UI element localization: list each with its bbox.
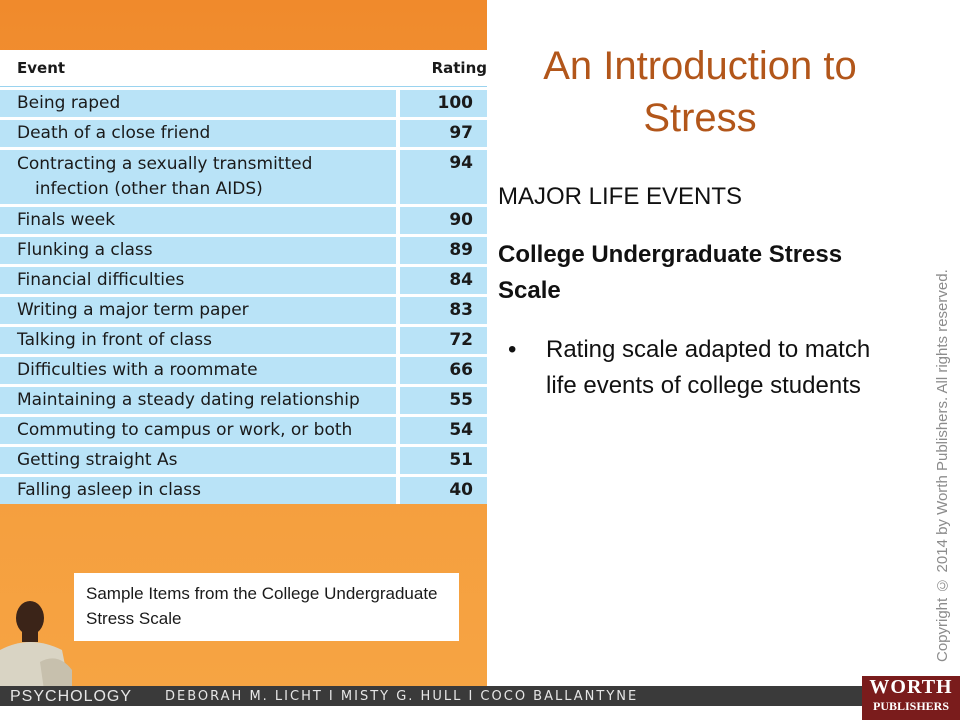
event-cell (0, 150, 400, 204)
rating-cell: 84 (400, 267, 487, 294)
event-cell: Financial difficulties (0, 267, 400, 294)
table-row (0, 294, 487, 324)
table-row (0, 264, 487, 294)
rating-cell: 72 (400, 327, 487, 354)
rating-cell: 83 (400, 297, 487, 324)
scale-name: College Undergraduate Stress Scale (498, 241, 843, 304)
section-heading: MAJOR LIFE EVENTS (498, 183, 743, 210)
rating-cell: 54 (400, 417, 487, 444)
event-cell: Talking in front of class (0, 327, 400, 354)
figure-caption: Sample Items from the College Undergraduate Stress Scale (74, 573, 459, 641)
table-row (0, 384, 487, 414)
table-row (0, 414, 487, 444)
event-cell: Commuting to campus or work, or both (0, 417, 400, 444)
table-row (0, 444, 487, 474)
event-cell: Getting straight As (0, 447, 400, 474)
event-cell: Finals week (0, 207, 400, 234)
publisher-subname: PUBLISHERS (872, 699, 950, 713)
table-row (0, 324, 487, 354)
event-cell: Flunking a class (0, 237, 400, 264)
event-cell: Maintaining a steady dating relationship (0, 387, 400, 414)
rating-cell: 66 (400, 357, 487, 384)
bullet-text: Rating scale adapted to match life events of college students (546, 336, 871, 399)
event-cell: Death of a close friend (0, 120, 400, 147)
stress-scale-table (0, 50, 487, 504)
event-cell: Being raped (0, 90, 400, 117)
rating-cell: 51 (400, 447, 487, 474)
rating-cell: 97 (400, 120, 487, 147)
table-row (0, 117, 487, 147)
rating-cell: 40 (400, 477, 487, 504)
header-event: Event (17, 59, 66, 77)
table-row (0, 204, 487, 234)
table-header (0, 50, 487, 87)
book-authors: DEBORAH M. LICHT I MISTY G. HULL I COCO BALLANTYNE (165, 689, 639, 704)
event-line: infection (other than AIDS) (35, 179, 263, 199)
publisher-logo (862, 676, 960, 720)
event-cell: Difficulties with a roommate (0, 357, 400, 384)
event-cell: Falling asleep in class (0, 477, 400, 504)
event-line: Contracting a sexually transmitted (17, 154, 313, 174)
slide-title: An Introduction to Stress (543, 44, 857, 140)
bullet-item (498, 332, 888, 404)
rating-cell: 94 (400, 150, 487, 204)
table-row (0, 354, 487, 384)
publisher-name: WORTH (869, 676, 953, 698)
table-row (0, 147, 487, 204)
bullet-marker: • (508, 336, 517, 363)
copyright-notice: Copyright © 2014 by Worth Publishers. All rights reserved. (934, 269, 951, 662)
book-brand: PSYCHOLOGY (10, 688, 133, 705)
event-cell: Writing a major term paper (0, 297, 400, 324)
table-row (0, 474, 487, 504)
rating-cell: 100 (400, 90, 487, 117)
table-row (0, 234, 487, 264)
rating-cell: 89 (400, 237, 487, 264)
rating-cell: 90 (400, 207, 487, 234)
rating-cell: 55 (400, 387, 487, 414)
table-row (0, 87, 487, 117)
student-photo (0, 590, 72, 690)
header-rating: Rating (431, 59, 487, 77)
